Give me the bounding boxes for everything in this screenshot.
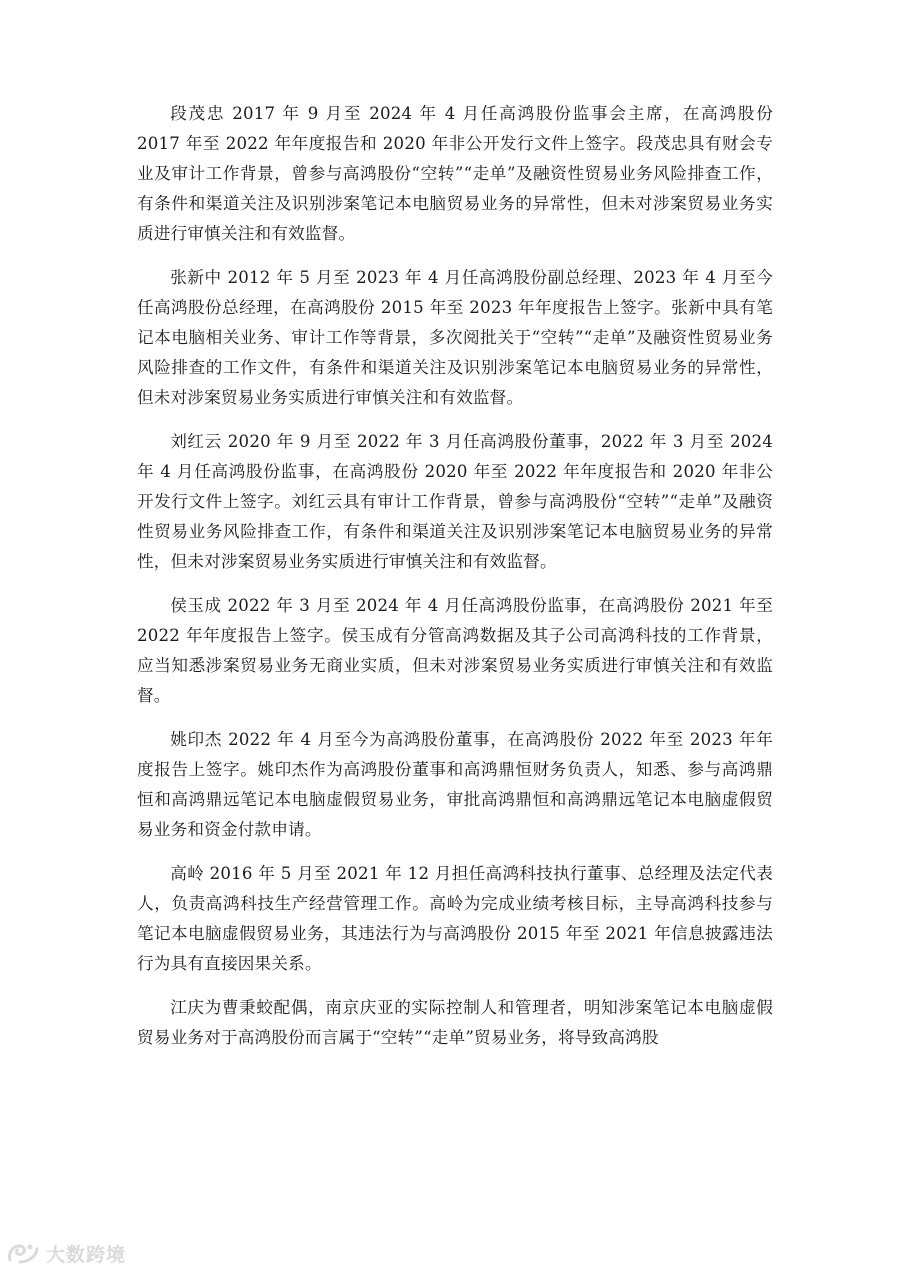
paragraph-jiang-qing: 江庆为曹秉蛟配偶，南京庆亚的实际控制人和管理者，明知涉案笔记本电脑虚假贸易业务对于高鸿股份而言属于“空转”“走单”贸易业务，将导致高鸿股 — [137, 998, 773, 1047]
watermark — [6, 1238, 126, 1268]
document-body — [137, 99, 773, 1067]
watermark-text: 大数跨境 — [46, 1243, 127, 1266]
paragraph-zhang-xinzhong: 张新中 2012 年 5 月至 2023 年 4 月任高鸿股份副总经理、2023 年 4 月至今任高鸿股份总经理，在高鸿股份 2015 年至 2023 年年度报告上签字。张新中具有笔记本电脑相关业务、审计工作等背景，多次阅批关于“空转”“走单”及融资性贸易业务风险排查的工作文件，有条件和渠道关注及识别涉案笔记本电脑贸易业务的异常性，但未对涉案贸易业务实质进行审慎关注和有效监督。 — [137, 268, 773, 407]
paragraph-duan-maozhong: 段茂忠 2017 年 9 月至 2024 年 4 月任高鸿股份监事会主席，在高鸿股份 2017 年至 2022 年年度报告和 2020 年非公开发行文件上签字。段茂忠具有财会专业及审计工作背景，曾参与高鸿股份“空转”“走单”及融资性贸易业务风险排查工作，有条件和渠道关注及识别涉案笔记本电脑贸易业务的异常性，但未对涉案贸易业务实质进行审慎关注和有效监督。 — [137, 104, 773, 243]
paragraph-hou-yucheng: 侯玉成 2022 年 3 月至 2024 年 4 月任高鸿股份监事，在高鸿股份 2021 年至 2022 年年度报告上签字。侯玉成有分管高鸿数据及其子公司高鸿科技的工作背景，应当知悉涉案贸易业务无商业实质，但未对涉案贸易业务实质进行审慎关注和有效监督。 — [137, 596, 773, 705]
dashuju-logo-icon — [6, 1240, 40, 1266]
paragraph-yao-yinjie: 姚印杰 2022 年 4 月至今为高鸿股份董事，在高鸿股份 2022 年至 2023 年年度报告上签字。姚印杰作为高鸿股份董事和高鸿鼎恒财务负责人，知悉、参与高鸿鼎恒和高鸿鼎远笔记本电脑虚假贸易业务，审批高鸿鼎恒和高鸿鼎远笔记本电脑虚假贸易业务和资金付款申请。 — [137, 730, 773, 839]
paragraph-gao-ling: 高岭 2016 年 5 月至 2021 年 12 月担任高鸿科技执行董事、总经理及法定代表人，负责高鸿科技生产经营管理工作。高岭为完成业绩考核目标，主导高鸿科技参与笔记本电脑虚假贸易业务，其违法行为与高鸿股份 2015 年至 2021 年信息披露违法行为具有直接因果关系。 — [137, 864, 773, 973]
paragraph-liu-hongyun: 刘红云 2020 年 9 月至 2022 年 3 月任高鸿股份董事，2022 年 3 月至 2024 年 4 月任高鸿股份监事，在高鸿股份 2020 年至 2022 年年度报告和 2020 年非公开发行文件上签字。刘红云具有审计工作背景，曾参与高鸿股份“空转”“走单”及融资性贸易业务风险排查工作，有条件和渠道关注及识别涉案笔记本电脑贸易业务的异常性，但未对涉案贸易业务实质进行审慎关注和有效监督。 — [137, 432, 773, 571]
